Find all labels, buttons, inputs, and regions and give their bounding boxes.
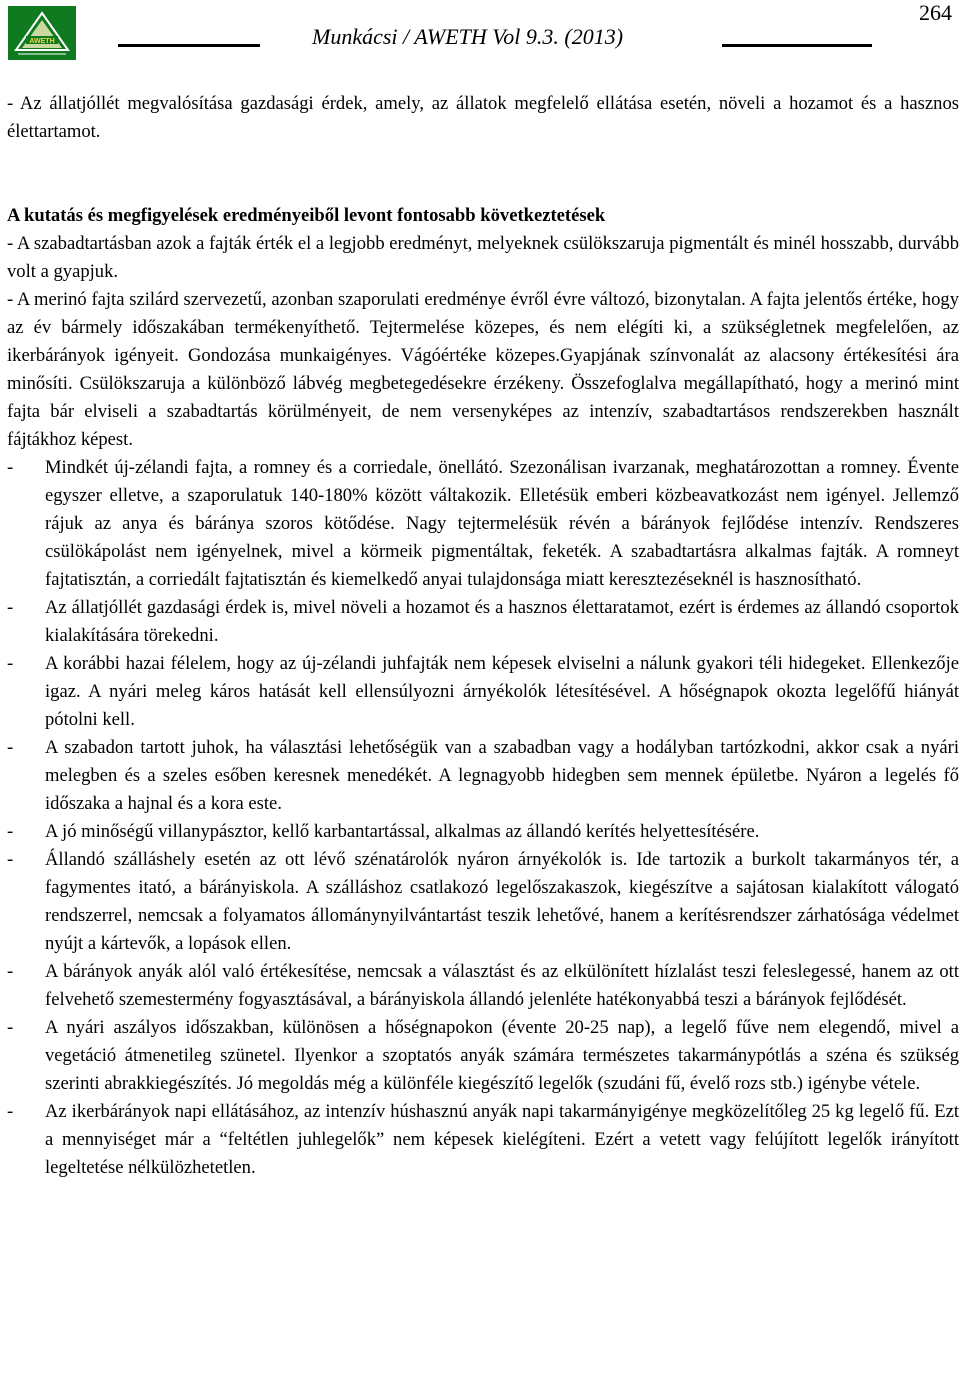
bullet-dash: - xyxy=(7,737,14,758)
bullet-dash: - xyxy=(7,597,14,618)
bullet-dash: - xyxy=(7,961,14,982)
bullet-dash: - xyxy=(7,1101,14,1122)
paragraph: - A merinó fajta szilárd szervezetű, azonban szaporulati eredménye évről évre változó, bizonytalan. A fajta jelentős értéke, hogy az év bármely időszakában termékenyíthető. Tejtermelése közepes, és nem elégíti ki, a szükségletnek megfelelően, az ikerbárányok igényeit. Gondozása munkaigényes. Vágóértéke közepes.Gyapjának színvonalát az alacsony értékesítési ára minősíti. Csülökszaruja a különböző lábvég megbetegedésekre érzékeny. Összefoglalva megállapítható, hogy a merinó mint fajta bár elviseli a szabadtartás körülményeit, de nem versenyképes az intenzív, szabadtartásos rendszerekben használt fájtákhoz képest. xyxy=(7,289,959,450)
page-number: 264 xyxy=(919,0,952,25)
list-item-text: Állandó szálláshely esetén az ott lévő szénatárolók nyáron árnyékolók is. Ide tartozik a burkolt takarmányos tér, a fagymentes itató, a bárányiskola. A szálláshoz csatlakozó legelőszakaszok, kiegészítve a sajátosan kialakított válogató rendszerrel, nemcsak a folyamatos állománynyilvántartást teszik lehetővé, hanem a kerítésrendszer zárhatósága védelmet nyújt a kártevők, a lopások ellen. xyxy=(45,849,959,954)
list-item-text: A jó minőségű villanypásztor, kellő karbantartással, alkalmas az állandó kerítés helyettesítésére. xyxy=(45,821,760,842)
journal-citation: Munkácsi / AWETH Vol 9.3. (2013) xyxy=(312,24,624,49)
list-item xyxy=(7,1098,959,1182)
header-rule-left xyxy=(118,44,260,47)
main-content xyxy=(7,90,959,1182)
aweth-logo-icon xyxy=(12,10,72,56)
paragraph: - A szabadtartásban azok a fajták érték el a legjobb eredményt, melyeknek csülökszaruja pigmentált és minél hosszabb, durvább volt a gyapjuk. xyxy=(7,233,959,282)
list-item xyxy=(7,734,959,818)
bullet-dash: - xyxy=(7,1017,14,1038)
list-item-text: A szabadon tartott juhok, ha választási lehetőségük van a szabadban vagy a hodályban tartózkodni, akkor csak a nyári melegben és a szeles esőben keresnek menedékét. A legnagyobb hidegben sem mennek épületbe. Nyáron a legelés fő időszaka a hajnal és a kora este. xyxy=(45,737,959,814)
list-item xyxy=(7,650,959,734)
bullet-dash: - xyxy=(7,821,14,842)
intro-paragraph: - Az állatjóllét megvalósítása gazdasági érdek, amely, az állatok megfelelő ellátása esetén, növeli a hozamot és a hasznos élettartamot. xyxy=(7,93,959,142)
page-header xyxy=(0,0,960,70)
bullet-dash: - xyxy=(7,653,14,674)
list-item xyxy=(7,818,959,846)
journal-logo xyxy=(8,6,76,60)
list-item xyxy=(7,454,959,594)
list-item-text: Mindkét új-zélandi fajta, a romney és a corriedale, önellátó. Szezonálisan ivarzanak, meghatározottan a romney. Évente egyszer elletve, a szaporulatuk 140-180% között váltakozik. Elletésük emberi közbeavatkozást nem igényel. Jellemző rájuk az anya és báránya szoros kötődése. Nagy tejtermelésük révén a bárányok fejlődése intenzív. Rendszeres csülökápolást nem igényelnek, mivel a körmeik pigmentáltak, feketék. A szabadtartásra alkalmas fajták. A romneyt fajtatisztán, a corriedált fajtatisztán és kiemelkedő anyai tulajdonsága miatt keresztezéseknél is hasznosítható. xyxy=(45,457,959,590)
list-item-text: A bárányok anyák alól való értékesítése, nemcsak a választást és az elkülönített hízlalást teszi feleslegessé, hanem az ott felvehető szemestermény fogyasztásával, a bárányiskola állandó jelenléte hatékonyabbá teszi a bárányok fejlődését. xyxy=(45,961,959,1010)
header-rule-right xyxy=(722,44,872,47)
bullet-dash: - xyxy=(7,457,14,478)
logo-text: AWETH xyxy=(29,38,55,45)
list-item-text: Az ikerbárányok napi ellátásához, az intenzív húshasznú anyák napi takarmányigénye megközelítőleg 25 kg legelő fű. Ezt a mennyiséget már a “feltétlen juhlegelők” nem képesek kielégíteni. Ezért a vetett vagy felújított legelők irányított legeltetése nélkülözhetetlen. xyxy=(45,1101,959,1178)
list-item xyxy=(7,1014,959,1098)
list-item xyxy=(7,846,959,958)
list-item-text: A korábbi hazai félelem, hogy az új-zélandi juhfajták nem képesek elviselni a nálunk gyakori téli hidegeket. Ellenkezője igaz. A nyári meleg káros hatását kell ellensúlyozni árnyékolók létesítésével. A hőségnapok okozta legelőfű hiányát pótolni kell. xyxy=(45,653,959,730)
bullet-dash: - xyxy=(7,849,14,870)
list-item xyxy=(7,958,959,1014)
list-item-text: Az állatjóllét gazdasági érdek is, mivel növeli a hozamot és a hasznos élettaratamot, ezért is érdemes az állandó csoportok kialakítására törekedni. xyxy=(45,597,959,646)
list-item-text: A nyári aszályos időszakban, különösen a hőségnapokon (évente 20-25 nap), a legelő fűve nem elegendő, mivel a vegetáció átmenetileg szünetel. Ilyenkor a szoptatós anyák számára természetes takarmánypótlás a széna és szükség szerinti abrakkiegészítés. Jó megoldás még a különféle kiegészítő legelők (szudáni fű, évelő rozs stb.) igénybe vétele. xyxy=(45,1017,959,1094)
list-item xyxy=(7,594,959,650)
section-heading: A kutatás és megfigyelések eredményeiből levont fontosabb következtetések xyxy=(7,205,606,226)
